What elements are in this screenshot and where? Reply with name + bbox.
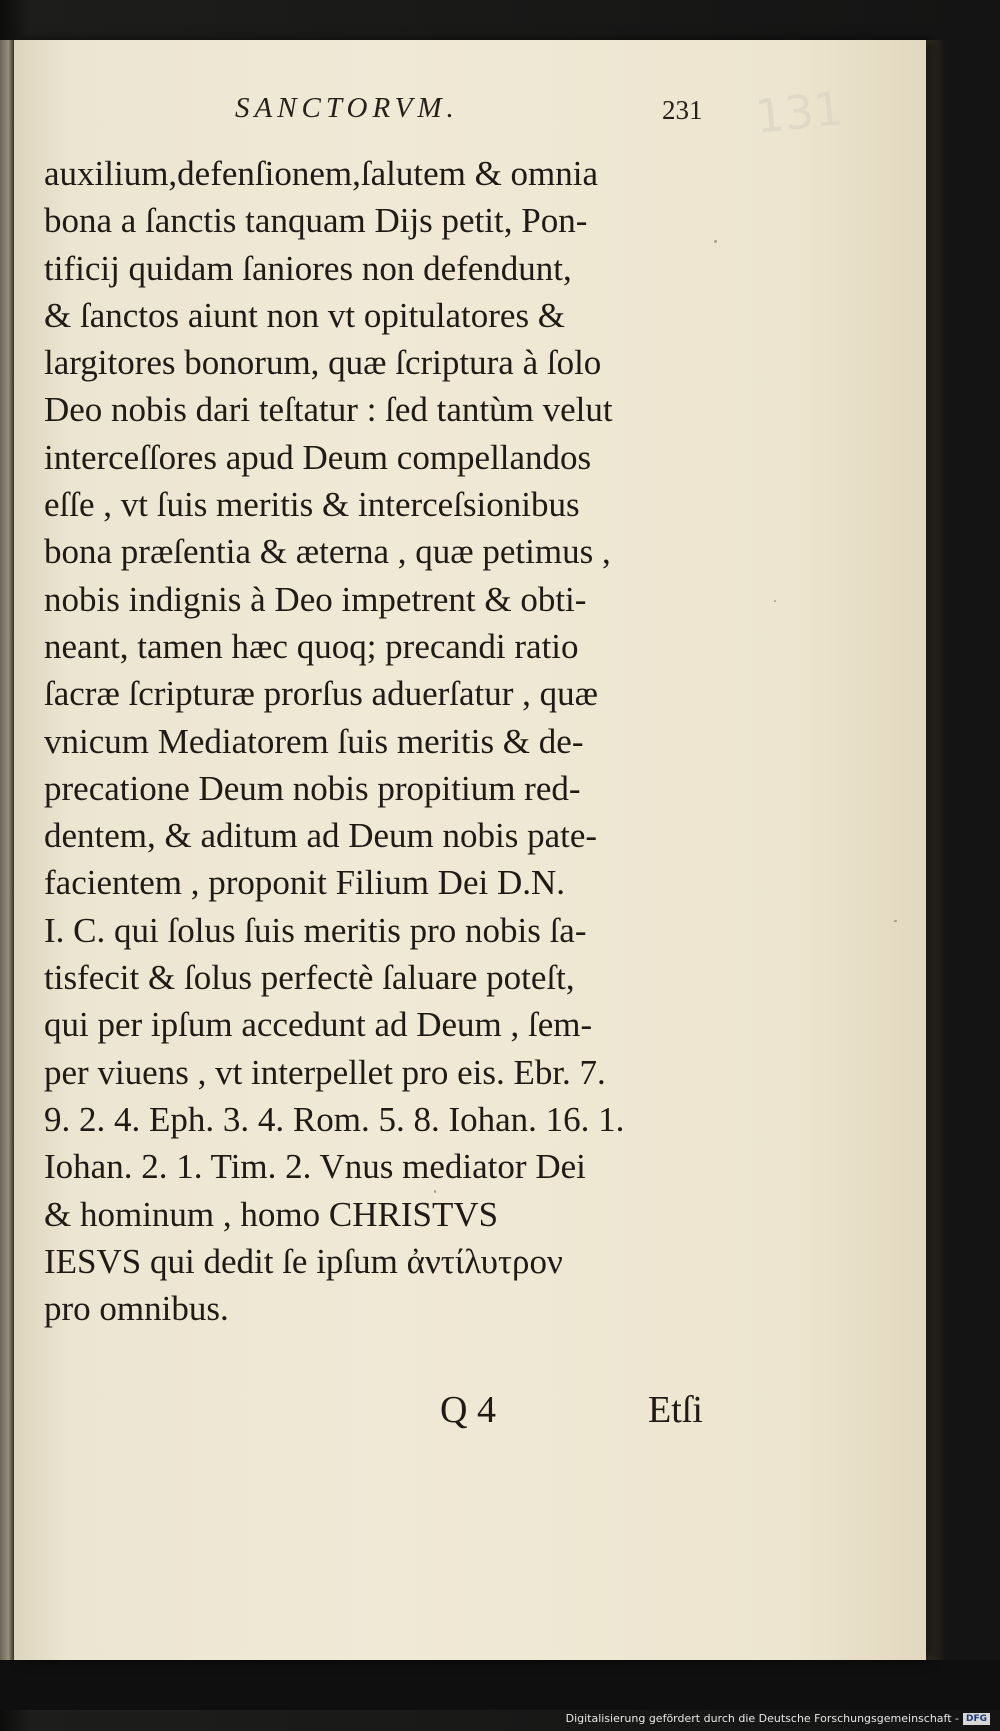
text-line: Deo nobis dari teſtatur : ſed tantùm velut bbox=[44, 390, 613, 430]
text-line: & hominum , homo CHRISTVS bbox=[44, 1194, 499, 1234]
scan-bottom-strip bbox=[0, 1660, 1000, 1710]
paper-speck bbox=[894, 920, 897, 922]
text-line: eſſe , vt ſuis meritis & interceſsionibus bbox=[44, 485, 580, 525]
catchword: Etſi bbox=[648, 1389, 703, 1431]
digitization-credit bbox=[566, 1712, 990, 1725]
binding-edge bbox=[0, 40, 14, 1700]
text-line: ſacræ ſcripturæ prorſus aduerſatur , quæ bbox=[44, 674, 599, 714]
text-line: bona præſentia & æterna , quæ petimus , bbox=[44, 532, 611, 572]
text-line: nobis indignis à Deo impetrent & obti- bbox=[44, 579, 587, 619]
text-line: IESVS qui dedit ſe ipſum ἀντίλυτρον bbox=[44, 1241, 563, 1281]
text-line: vnicum Mediatorem ſuis meritis & de- bbox=[44, 721, 584, 761]
signature-mark: Q 4 bbox=[440, 1389, 496, 1431]
text-line: tisfecit & ſolus perfectè ſaluare poteſt, bbox=[44, 958, 575, 998]
paper-speck bbox=[774, 600, 776, 602]
text-line: per viuens , vt interpellet pro eis. Ebr. 7. bbox=[44, 1052, 606, 1092]
credit-text: Digitalisierung gefördert durch die Deutsche Forschungsgemeinschaft - bbox=[565, 1712, 959, 1725]
text-line: 9. 2. 4. Eph. 3. 4. Rom. 5. 8. Iohan. 16. 1. bbox=[44, 1099, 625, 1139]
text-line: pro omnibus. bbox=[44, 1289, 229, 1329]
text-line: I. C. qui ſolus ſuis meritis pro nobis ſa- bbox=[44, 910, 587, 950]
text-line: & ſanctos aiunt non vt opitulatores & bbox=[44, 295, 566, 335]
running-head: SANCTORVM. bbox=[235, 92, 459, 124]
text-line: facientem , proponit Filium Dei D.N. bbox=[44, 863, 566, 903]
text-line: qui per ipſum accedunt ad Deum , ſem- bbox=[44, 1005, 593, 1045]
handwritten-page-mark: 131 bbox=[752, 80, 846, 144]
page-edge-shadow bbox=[926, 40, 946, 1660]
text-line: tificij quidam ſaniores non defendunt, bbox=[44, 248, 572, 288]
text-line: auxilium,defenſionem,ſalutem & omnia bbox=[44, 154, 599, 193]
text-line: interceſſores apud Deum compellandos bbox=[44, 437, 592, 477]
body-text bbox=[44, 150, 709, 1332]
dfg-logo: DFG bbox=[963, 1713, 990, 1725]
page-number: 231 bbox=[662, 95, 703, 125]
text-line: dentem, & aditum ad Deum nobis pate- bbox=[44, 816, 598, 856]
text-line: Iohan. 2. 1. Tim. 2. Vnus mediator Dei bbox=[44, 1147, 586, 1187]
paper-speck bbox=[714, 240, 717, 243]
text-line: neant, tamen hæc quoq; precandi ratio bbox=[44, 626, 579, 666]
text-line: precatione Deum nobis propitium red- bbox=[44, 768, 581, 808]
text-line: bona a ſanctis tanquam Dijs petit, Pon- bbox=[44, 201, 588, 241]
text-line: largitores bonorum, quæ ſcriptura à ſolo bbox=[44, 343, 602, 383]
